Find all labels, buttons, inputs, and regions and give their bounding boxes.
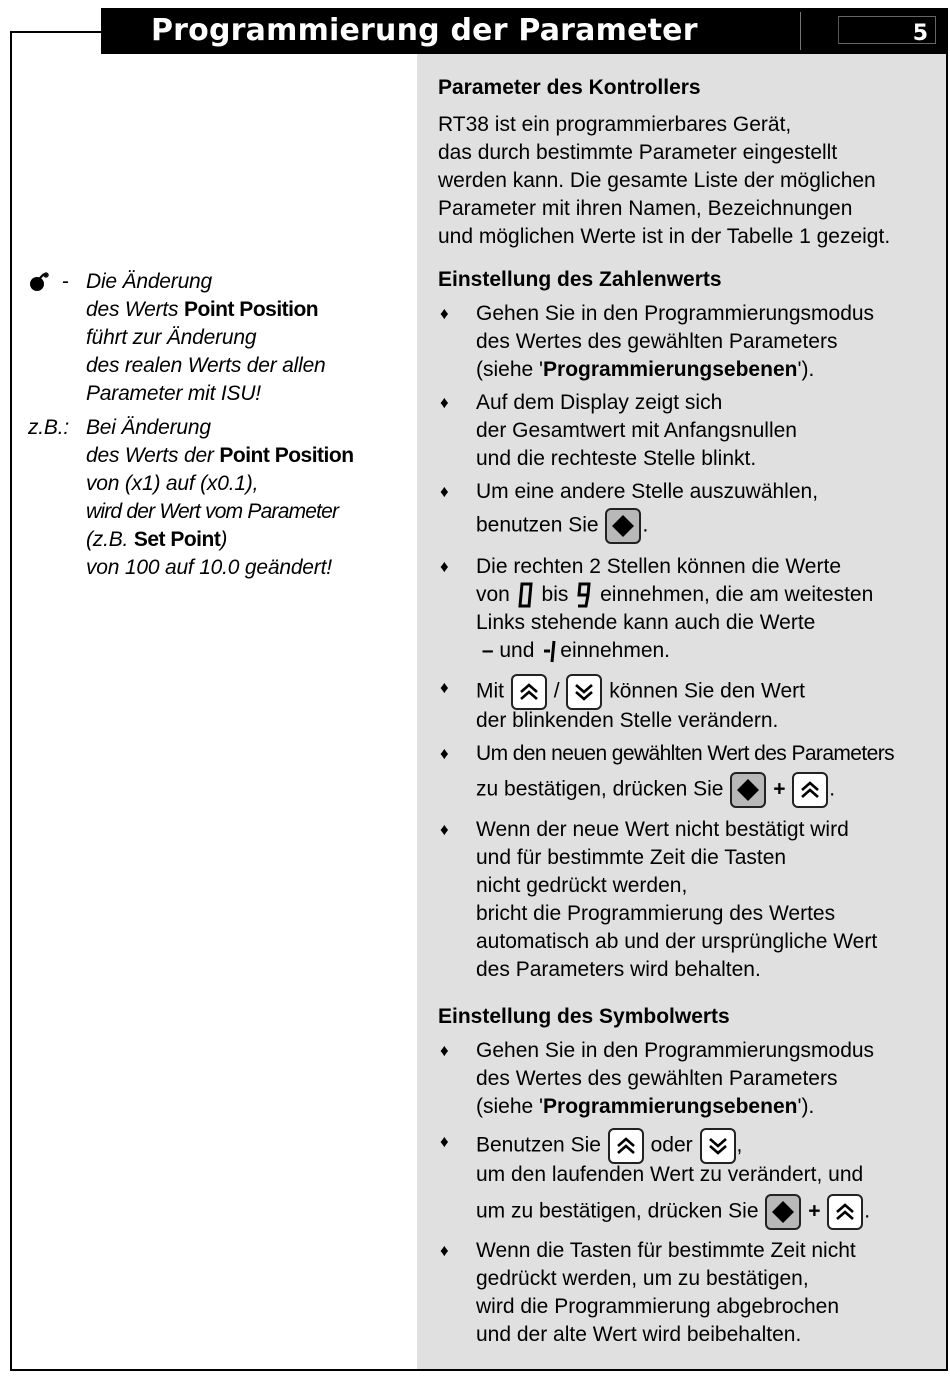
numeric-b7-line-1: Wenn der neue Wert nicht bestätigt wird bbox=[476, 818, 849, 841]
bullet-icon: ♦ bbox=[440, 1041, 449, 1060]
numeric-b3-line-1: Um eine andere Stelle auszuwählen, bbox=[476, 480, 819, 503]
section-heading-numeric: Einstellung des Zahlenwerts bbox=[438, 268, 722, 291]
bullet-icon: ♦ bbox=[440, 393, 449, 412]
example-line-5: (z.B. Set Point) bbox=[86, 528, 228, 551]
down-key-icon bbox=[700, 1128, 736, 1164]
intro-line-2: das durch bestimmte Parameter eingestellt bbox=[438, 141, 838, 164]
up-key-icon bbox=[511, 674, 547, 710]
numeric-b7-line-2: und für bestimmte Zeit die Tasten bbox=[476, 846, 787, 869]
digit-nine-icon bbox=[576, 582, 592, 608]
bullet-icon: ♦ bbox=[440, 482, 449, 501]
numeric-b5-line-2: der blinkenden Stelle verändern. bbox=[476, 709, 779, 732]
numeric-b6-line-2: zu bestätigen, drücken Sie + . bbox=[476, 772, 835, 808]
numeric-b3-line-2: benutzen Sie . bbox=[476, 508, 648, 544]
numeric-b4-line-1: Die rechten 2 Stellen können die Werte bbox=[476, 555, 841, 578]
page-number: 5 bbox=[912, 21, 928, 46]
note-line-3: führt zur Änderung bbox=[86, 326, 257, 349]
down-key-icon bbox=[566, 674, 602, 710]
symbol-b3-line-4: und der alte Wert wird beibehalten. bbox=[476, 1323, 802, 1346]
bomb-icon bbox=[28, 270, 58, 300]
up-key-icon bbox=[827, 1194, 863, 1230]
note-dash: - bbox=[62, 270, 69, 293]
numeric-b1-line-3: (siehe 'Programmierungsebenen'). bbox=[476, 358, 815, 381]
numeric-b1-line-2: des Wertes des gewählten Parameters bbox=[476, 330, 838, 353]
section-heading-symbol: Einstellung des Symbolwerts bbox=[438, 1005, 730, 1028]
numeric-b7-line-6: des Parameters wird behalten. bbox=[476, 958, 761, 981]
intro-line-5: und möglichen Werte ist in der Tabelle 1 gezeigt. bbox=[438, 225, 891, 248]
example-line-3: von (x1) auf (x0.1), bbox=[86, 472, 259, 495]
minus-one-digit-icon bbox=[542, 638, 558, 664]
symbol-b3-line-2: gedrückt werden, um zu bestätigen, bbox=[476, 1267, 809, 1290]
symbol-b1-line-2: des Wertes des gewählten Parameters bbox=[476, 1067, 838, 1090]
numeric-b2-line-2: der Gesamtwert mit Anfangsnullen bbox=[476, 419, 797, 442]
header-divider bbox=[800, 12, 801, 50]
bullet-icon: ♦ bbox=[440, 678, 449, 697]
page-frame-right bbox=[946, 54, 948, 1371]
symbol-b3-line-3: wird die Programmierung abgebrochen bbox=[476, 1295, 840, 1318]
intro-line-1: RT38 ist ein programmierbares Gerät, bbox=[438, 113, 792, 136]
note-line-5: Parameter mit ISU! bbox=[86, 382, 261, 405]
note-line-2: des Werts Point Position bbox=[86, 298, 319, 321]
symbol-b3-line-1: Wenn die Tasten für bestimmte Zeit nicht bbox=[476, 1239, 856, 1262]
example-line-2: des Werts der Point Position bbox=[86, 444, 354, 467]
enter-key-icon bbox=[730, 772, 766, 808]
bullet-icon: ♦ bbox=[440, 820, 449, 839]
up-key-icon bbox=[608, 1128, 644, 1164]
page-frame-bottom bbox=[10, 1369, 948, 1371]
symbol-b2-line-1: Benutzen Sie oder , bbox=[476, 1128, 742, 1164]
numeric-b1-line-1: Gehen Sie in den Programmierungsmodus bbox=[476, 302, 875, 325]
numeric-b7-line-4: bricht die Programmierung des Wertes bbox=[476, 902, 836, 925]
numeric-b7-line-5: automatisch ab und der ursprüngliche Wert bbox=[476, 930, 878, 953]
numeric-b2-line-1: Auf dem Display zeigt sich bbox=[476, 391, 723, 414]
numeric-b4-line-4: – und einnehmen. bbox=[476, 637, 670, 665]
example-line-4: wird der Wert vom Parameter bbox=[86, 500, 339, 523]
example-line-1: Bei Änderung bbox=[86, 416, 211, 439]
numeric-b2-line-3: und die rechteste Stelle blinkt. bbox=[476, 447, 757, 470]
bullet-icon: ♦ bbox=[440, 1241, 449, 1260]
bullet-icon: ♦ bbox=[440, 744, 449, 763]
note-line-1: Die Änderung bbox=[86, 270, 213, 293]
symbol-b2-line-2: um den laufenden Wert zu verändert, und bbox=[476, 1163, 864, 1186]
symbol-b1-line-1: Gehen Sie in den Programmierungsmodus bbox=[476, 1039, 875, 1062]
intro-line-3: werden kann. Die gesamte Liste der möglichen bbox=[438, 169, 876, 192]
page-frame-left bbox=[10, 31, 12, 1371]
intro-line-4: Parameter mit ihren Namen, Bezeichnungen bbox=[438, 197, 853, 220]
section-heading-parameters: Parameter des Kontrollers bbox=[438, 76, 701, 99]
example-prefix: z.B.: bbox=[28, 416, 70, 439]
bullet-icon: ♦ bbox=[440, 304, 449, 323]
symbol-b1-line-3: (siehe 'Programmierungsebenen'). bbox=[476, 1095, 815, 1118]
numeric-b5-line-1: Mit / können Sie den Wert bbox=[476, 674, 805, 710]
numeric-b4-line-2: von bis einnehmen, die am weitesten bbox=[476, 581, 873, 609]
enter-key-icon bbox=[605, 508, 641, 544]
page-title: Programmierung der Parameter bbox=[151, 13, 698, 48]
digit-zero-icon bbox=[518, 582, 534, 608]
bullet-icon: ♦ bbox=[440, 1132, 449, 1151]
numeric-b6-line-1: Um den neuen gewählten Wert des Parameters bbox=[476, 742, 894, 765]
page-number-box bbox=[838, 16, 936, 44]
note-line-4: des realen Werts der allen bbox=[86, 354, 326, 377]
symbol-b2-line-3: um zu bestätigen, drücken Sie + . bbox=[476, 1194, 870, 1230]
page-frame-top bbox=[10, 31, 102, 33]
numeric-b4-line-3: Links stehende kann auch die Werte bbox=[476, 611, 816, 634]
example-line-6: von 100 auf 10.0 geändert! bbox=[86, 556, 332, 579]
enter-key-icon bbox=[765, 1194, 801, 1230]
bullet-icon: ♦ bbox=[440, 557, 449, 576]
numeric-b7-line-3: nicht gedrückt werden, bbox=[476, 874, 688, 897]
header-bar bbox=[101, 8, 948, 54]
up-key-icon bbox=[792, 772, 828, 808]
